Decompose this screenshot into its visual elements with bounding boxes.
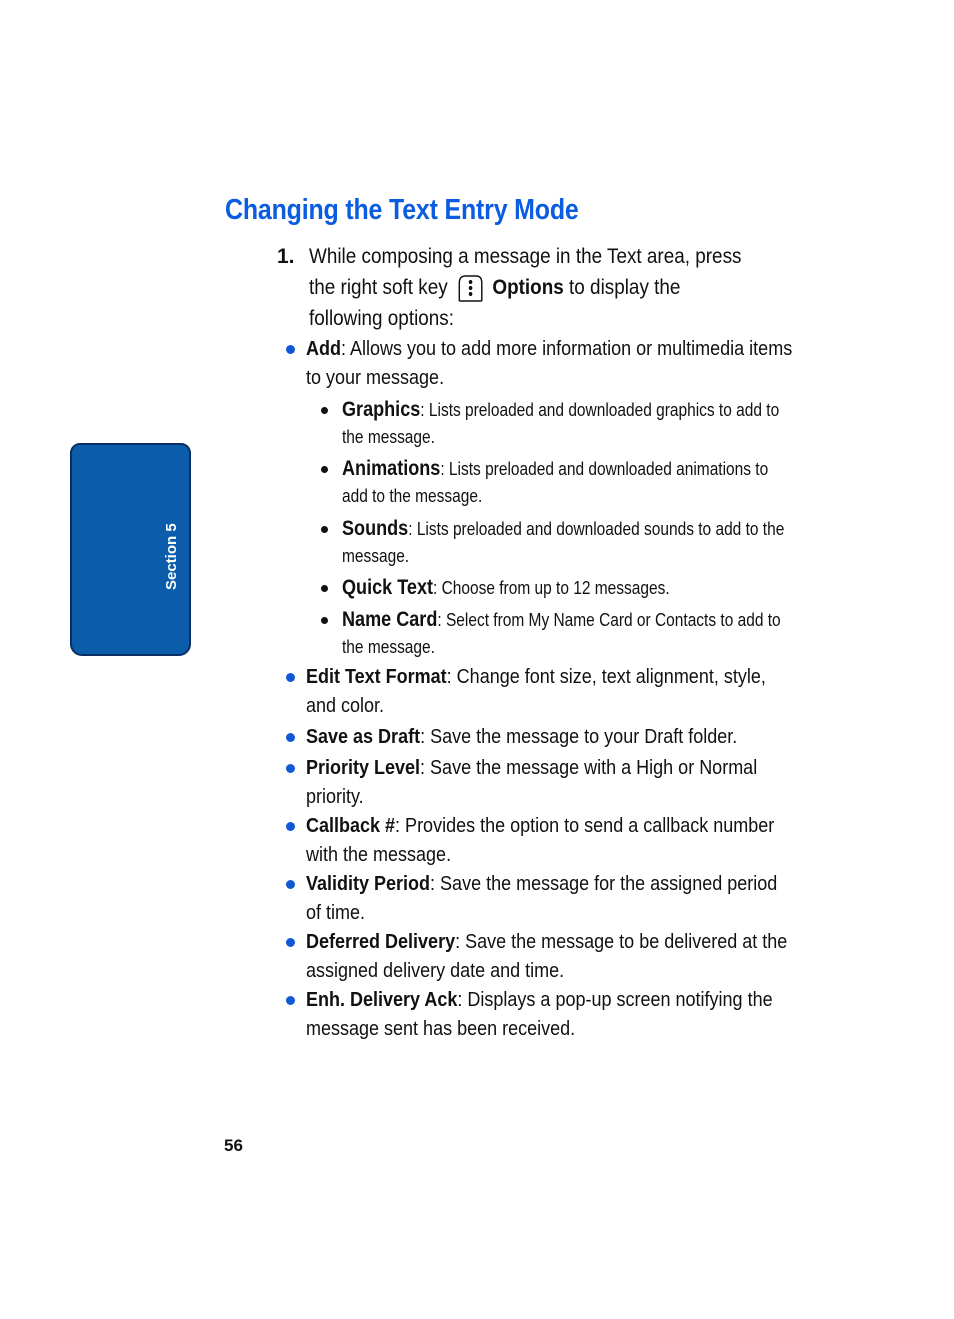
page-number: 56 (224, 1136, 243, 1155)
section-tab-label: Section 5 (163, 523, 180, 590)
subitem-desc: : Lists preloaded and downloaded sounds to add to the message. (342, 519, 785, 566)
bullet (286, 733, 295, 742)
bullet (286, 822, 295, 831)
step-text (309, 241, 755, 334)
item-label: Validity Period (306, 873, 431, 895)
item-label: Priority Level (306, 757, 421, 779)
item-label: Callback # (306, 815, 396, 837)
item-desc: : Save the message with a High or Normal priority. (306, 757, 758, 808)
item-desc: : Displays a pop-up screen notifying the message sent has been received. (306, 989, 773, 1040)
bullet (286, 673, 295, 682)
subitem-desc: : Choose from up to 12 messages. (432, 578, 670, 598)
subitem-desc: : Lists preloaded and downloaded graphics to add to the message. (342, 400, 780, 447)
bullet (321, 466, 328, 473)
bullet (286, 764, 295, 773)
item-desc: : Provides the option to send a callback number with the message. (306, 815, 775, 866)
item-desc: : Allows you to add more information or multimedia items to your message. (306, 338, 793, 389)
bullet (321, 407, 328, 414)
item-label: Edit Text Format (306, 666, 447, 688)
item-desc: : Save the message to your Draft folder. (420, 726, 738, 748)
item-label: Deferred Delivery (306, 931, 456, 953)
subitem-label: Sounds (342, 517, 409, 540)
item-desc: : Change font size, text alignment, style, and color. (306, 666, 766, 717)
bullet (321, 585, 328, 592)
item-label: Save as Draft (306, 726, 421, 748)
subitem-desc: : Lists preloaded and downloaded animations to add to the message. (342, 459, 769, 506)
item-label: Add (306, 338, 342, 360)
bullet (286, 938, 295, 947)
item-desc: : Save the message for the assigned period of time. (306, 873, 778, 924)
subitem-label: Name Card (342, 608, 438, 631)
step-options-label: Options (492, 276, 564, 299)
step-text-after: to display the following options: (309, 276, 681, 330)
bullet (321, 617, 328, 624)
step-number: 1. (277, 245, 295, 268)
bullet (286, 880, 295, 889)
item-label: Enh. Delivery Ack (306, 989, 458, 1011)
soft-key-options-icon (457, 273, 484, 303)
step-text-before: While composing a message in the Text area, press the right soft key (309, 245, 742, 299)
subitem-desc: : Select from My Name Card or Contacts to add to the message. (342, 610, 781, 657)
subitem-label: Graphics (342, 398, 421, 421)
bullet (286, 996, 295, 1005)
bullet (321, 526, 328, 533)
bullet (286, 345, 295, 354)
subitem-label: Animations (342, 457, 441, 480)
item-desc: : Save the message to be delivered at the assigned delivery date and time. (306, 931, 788, 982)
subitem-label: Quick Text (342, 576, 433, 599)
page-title: Changing the Text Entry Mode (225, 194, 579, 226)
